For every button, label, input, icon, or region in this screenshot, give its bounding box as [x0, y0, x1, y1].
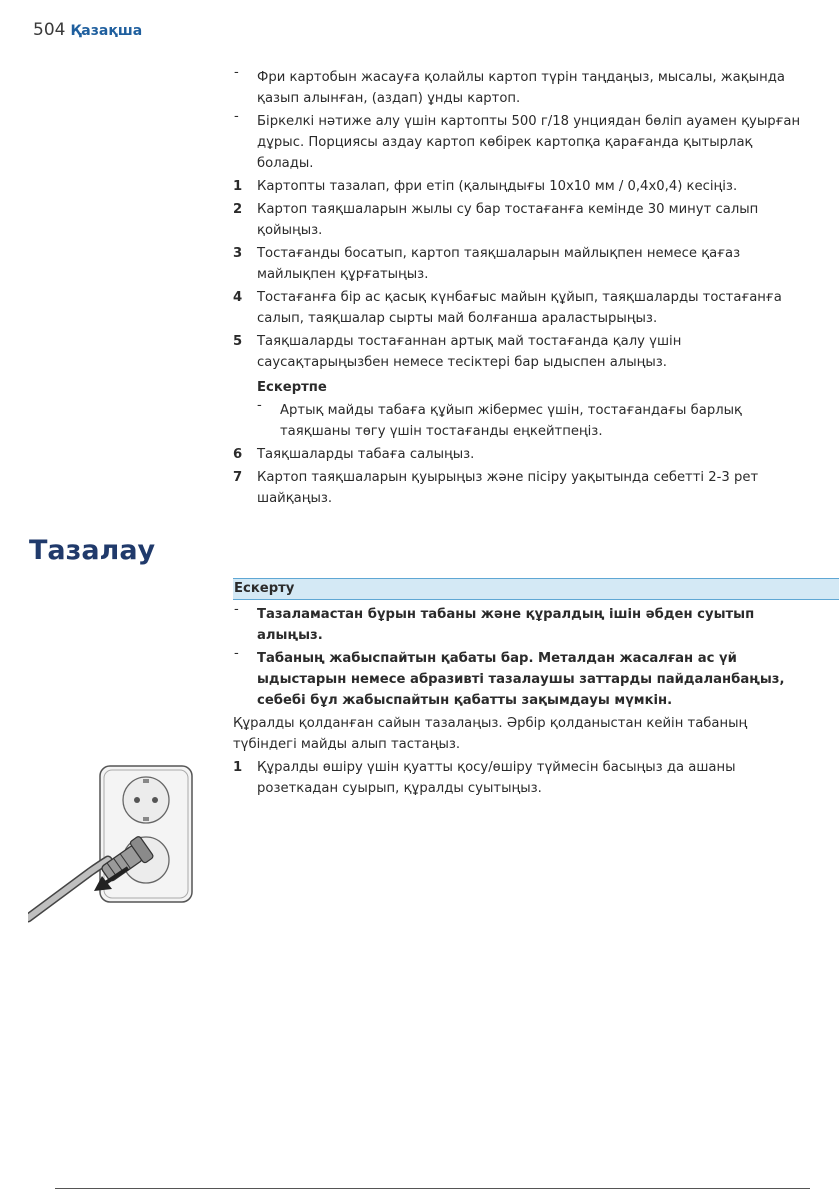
upper-socket [123, 777, 169, 823]
step-1: 1 Картопты тазалап, фри етіп (қалыңдығы 10x10 мм / 0,4x0,4) кесіңіз. [233, 179, 738, 194]
step-2: 2 Картоп таяқшаларын жылы су бар тостағанға кемінде 30 минут салып қойыңыз. [233, 202, 759, 238]
list-item: - Фри картобын жасауға қолайлы картоп түрін таңдаңыз, мысалы, жақында қазып алынған, (аздап) ұнды картоп. [234, 65, 785, 106]
language-label: Қазақша [70, 23, 143, 39]
note-item: - Артық майды табаға құйып жібермес үшін, тостағандағы барлық таяқшаны төгу үшін тостағанды еңкейтпеңіз. [257, 398, 743, 439]
warning-banner: Ескерту [233, 578, 839, 600]
unplug-illustration [28, 760, 200, 932]
step-4: 4 Тостағанға бір ас қасық күнбағыс майын құйып, таяқшаларды тостағанға салып, таяқшалар сырты май болғанша араластырыңыз. [233, 290, 782, 326]
warning-item: - Табаның жабыспайтын қабаты бар. Металдан жасалған ас үй ыдыстарын немесе абразивті тазалаушы заттарды пайдаланбаңыз, себебі бұл жабыспайтын қабатты зақымдауы мүмкін. [234, 646, 785, 708]
cleaning-section-title: Тазалау [29, 535, 156, 566]
step-3: 3 Тостағанды босатып, картоп таяқшаларын майлықпен немесе қағаз майлықпен құрғатыңыз. [233, 246, 741, 282]
warning-item: - Тазаламастан бұрын табаны және құралдың ішін әбден суытып алыңыз. [234, 602, 755, 643]
footer-rule [55, 1188, 810, 1189]
step-6: 6 Таяқшаларды табаға салыңыз. [233, 447, 475, 462]
note-title: Ескертпе [257, 380, 327, 395]
cleaning-section [233, 578, 808, 801]
step-5: 5 Таяқшаларды тостағаннан артық май тостағанда қалу үшін саусақтарыңызбен немесе тесіктері бар ыдыспен алыңыз. [233, 334, 682, 370]
cleaning-step-1: 1 Құралды өшіру үшін қуатты қосу/өшіру түймесін басыңыз да ашаны розеткадан суырып, құралды суытыңыз. [233, 760, 736, 796]
preparation-steps [233, 67, 808, 511]
item-text: Біркелкі нәтиже алу үшін картопты 500 г/18 унциядан бөліп ауамен қуырған дұрыс. Порциясы аздау картоп көбірек картопқа қарағанда қытырлақ болады. [257, 114, 801, 171]
list-item: - Біркелкі нәтиже алу үшін картопты 500 г/18 унциядан бөліп ауамен қуырған дұрыс. Порциясы аздау картоп көбірек картопқа қарағанда қытырлақ болады. [234, 109, 801, 171]
page-header [33, 20, 142, 40]
cleaning-intro: Құралды қолданған сайын тазалаңыз. Әрбір қолданыстан кейін табаның түбіндегі майды алып тастаңыз. [233, 716, 748, 752]
item-text: Фри картобын жасауға қолайлы картоп түрін таңдаңыз, мысалы, жақында қазып алынған, (аздап) ұнды картоп. [257, 70, 785, 106]
step-7: 7 Картоп таяқшаларын қуырыңыз және пісіру уақытында себетті 2-3 рет шайқаңыз. [233, 470, 759, 506]
page-number: 504 [33, 20, 66, 40]
